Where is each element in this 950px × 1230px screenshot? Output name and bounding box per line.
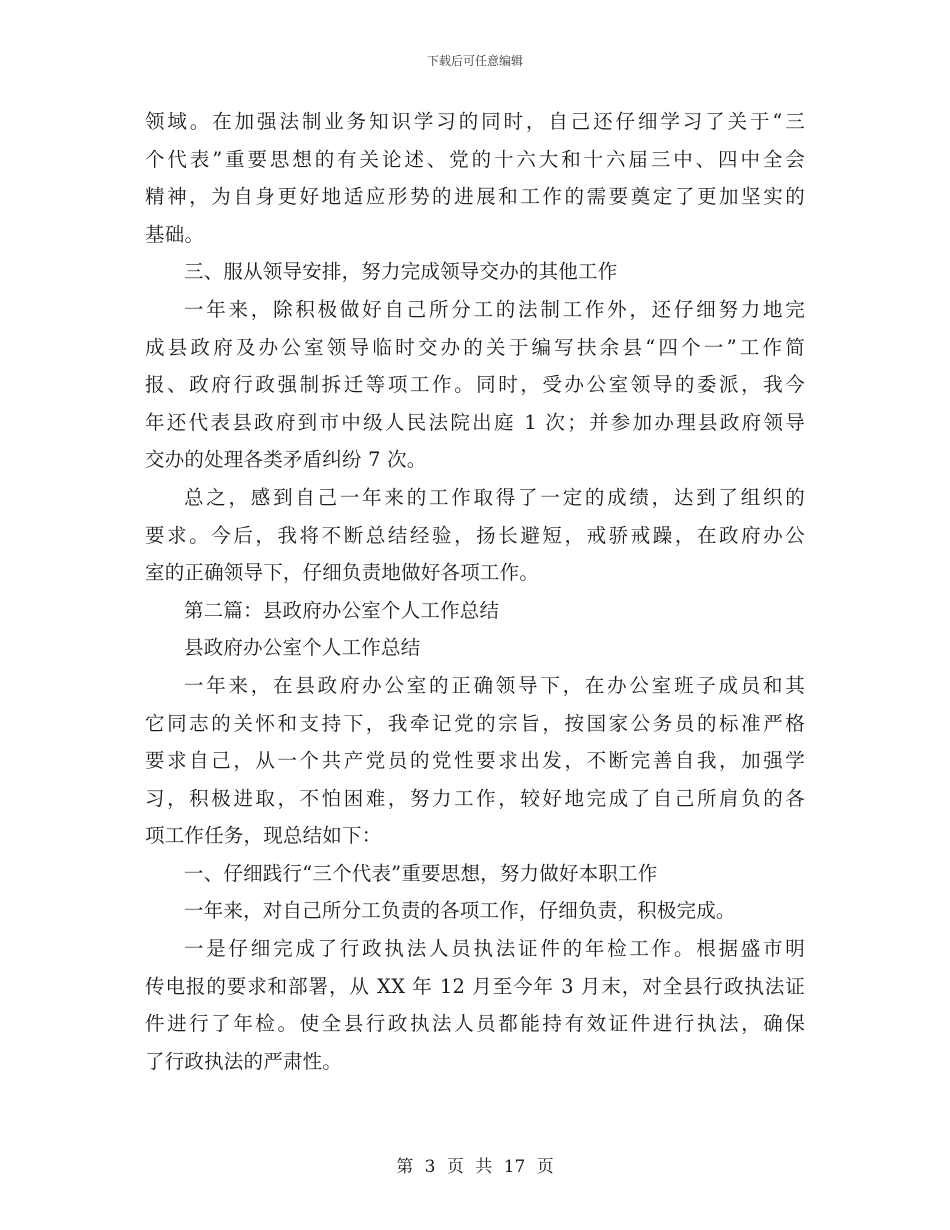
text-line: 第二篇：县政府办公室个人工作总结 bbox=[184, 598, 500, 622]
text-line: 室的正确领导下，仔细负责地做好各项工作。 bbox=[145, 561, 540, 585]
text-line: 一、仔细践行“三个代表”重要思想，努力做好本职工作 bbox=[184, 861, 658, 885]
text-line: 一年来，除积极做好自己所分工的法制工作外，还仔细努力地完 bbox=[184, 297, 805, 321]
page-header-note: 下载后可任意编辑 bbox=[426, 54, 523, 68]
text-line: 三、服从领导安排，努力完成领导交办的其他工作 bbox=[184, 260, 618, 284]
text-line: 一年来，在县政府办公室的正确领导下，在办公室班子成员和其 bbox=[184, 673, 805, 697]
text-line: 报、政府行政强制拆迁等项工作。同时，受办公室领导的委派，我今 bbox=[145, 373, 805, 397]
text-line: 项工作任务，现总结如下： bbox=[145, 824, 382, 848]
page-number-footer: 第 3 页 共 17 页 bbox=[396, 1157, 554, 1177]
text-line: 总之，感到自己一年来的工作取得了一定的成绩，达到了组织的 bbox=[184, 485, 805, 509]
document-body bbox=[145, 103, 805, 1080]
text-line: 习，积极进取，不怕困难，努力工作，较好地完成了自己所肩负的各 bbox=[145, 786, 805, 810]
text-line: 了行政执法的严肃性。 bbox=[145, 1049, 343, 1073]
text-line: 要求自己，从一个共产党员的党性要求出发，不断完善自我，加强学 bbox=[145, 749, 805, 773]
text-line: 传电报的要求和部署，从 XX 年 12 月至今年 3 月末，对全县行政执法证 bbox=[145, 974, 805, 998]
text-line: 个代表”重要思想的有关论述、党的十六大和十六届三中、四中全会 bbox=[145, 147, 805, 171]
text-line: 件进行了年检。使全县行政执法人员都能持有效证件进行执法，确保 bbox=[145, 1012, 805, 1036]
text-line: 一年来，对自己所分工负责的各项工作，仔细负责，积极完成。 bbox=[184, 899, 736, 923]
text-line: 县政府办公室个人工作总结 bbox=[184, 636, 421, 660]
text-line: 要求。今后，我将不断总结经验，扬长避短，戒骄戒躁，在政府办公 bbox=[145, 523, 805, 547]
text-line: 精神，为自身更好地适应形势的进展和工作的需要奠定了更加坚实的 bbox=[145, 185, 805, 209]
text-line: 交办的处理各类矛盾纠纷 7 次。 bbox=[145, 448, 427, 472]
text-line: 年还代表县政府到市中级人民法院出庭 1 次；并参加办理县政府领导 bbox=[145, 410, 805, 434]
text-line: 成县政府及办公室领导临时交办的关于编写扶余县“四个一”工作简 bbox=[145, 335, 805, 359]
text-line: 它同志的关怀和支持下，我牵记党的宗旨，按国家公务员的标准严格 bbox=[145, 711, 805, 735]
text-line: 一是仔细完成了行政执法人员执法证件的年检工作。根据盛市明 bbox=[184, 937, 805, 961]
text-line: 基础。 bbox=[145, 222, 205, 246]
text-line: 领域。在加强法制业务知识学习的同时，自己还仔细学习了关于“三 bbox=[145, 110, 805, 133]
